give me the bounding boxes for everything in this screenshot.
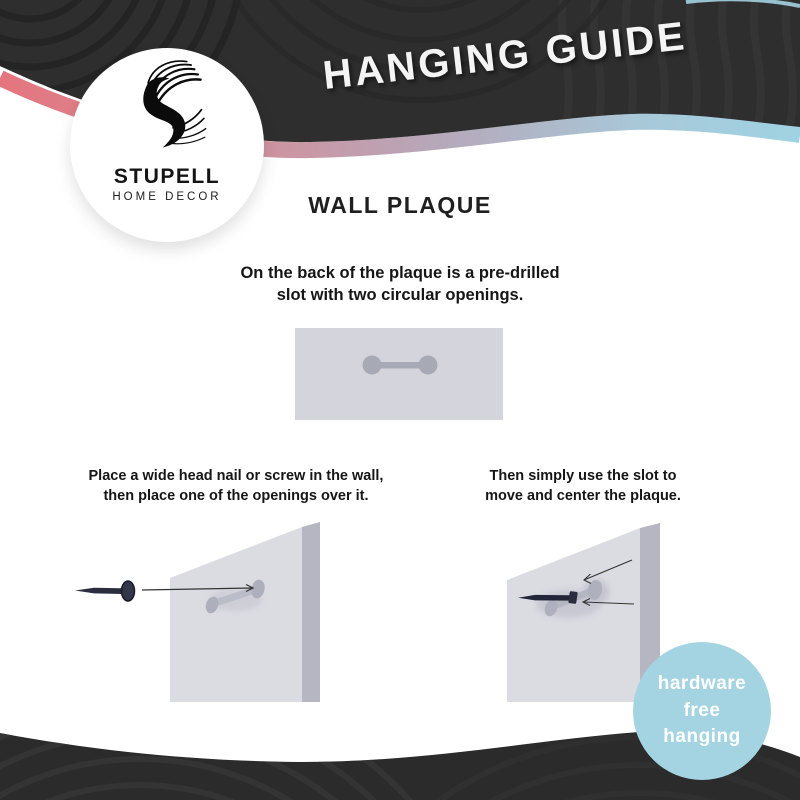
intro-line-2: slot with two circular openings. [276,286,524,304]
step-2-caption [423,466,743,506]
logo-tagline-text: HOME DECOR [112,191,222,203]
intro-line-1: On the back of the plaque is a pre-drilled [240,264,560,282]
stupell-s-swirl-icon [124,56,210,160]
intro-text [0,262,800,306]
wall-diagram-nail-placement [60,520,340,710]
badge-line-1: hardware [657,673,747,695]
logo-brand-text: STUPELL [113,165,221,188]
step-1-line-1: Place a wide head nail or screw in the wall, [88,468,384,484]
wall-side-edge [302,522,320,702]
badge-line-2: free [683,699,721,721]
page-title: HANGING GUIDE [320,14,690,98]
badge-line-3: hanging [663,726,741,748]
hardware-free-badge [633,642,771,780]
step-1-caption [40,466,432,506]
step-2-line-1: Then simply use the slot to [489,468,677,484]
nail-icon [75,581,135,601]
step-1-line-2: then place one of the openings over it. [103,488,369,504]
section-heading: WALL PLAQUE [308,192,492,218]
plaque-back [295,328,503,420]
step-2-line-2: move and center the plaque. [485,488,681,504]
wall-front-face [170,527,302,702]
plaque-back-diagram [295,328,503,420]
